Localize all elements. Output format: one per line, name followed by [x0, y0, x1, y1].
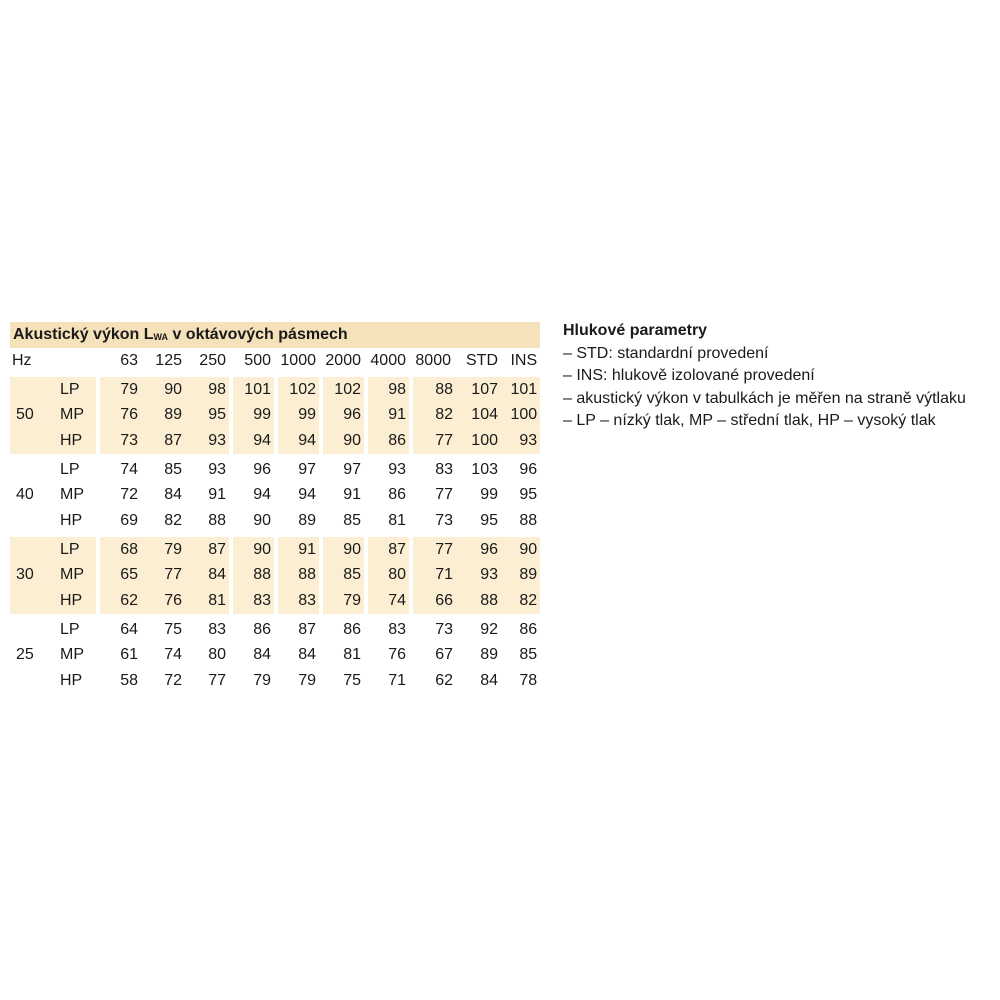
- column-header: STD: [466, 351, 498, 369]
- pressure-label-cell: MP: [52, 563, 98, 589]
- table-row: [10, 668, 540, 694]
- value-cell: 84: [164, 486, 182, 504]
- column-header: 1000: [276, 348, 321, 375]
- value-cell: 62: [98, 588, 141, 615]
- value-cell: 91: [276, 535, 321, 562]
- value-cell: 68: [98, 535, 141, 562]
- value-cell: 86: [366, 482, 411, 508]
- value-cell: 87: [185, 535, 231, 562]
- value-cell: 76: [141, 588, 185, 615]
- value-cell: 102: [321, 375, 366, 402]
- hz-label: Hz: [12, 351, 32, 369]
- column-header: 500: [231, 348, 276, 375]
- value-cell: 101: [501, 375, 540, 402]
- value-cell: 77: [411, 535, 456, 562]
- value-cell: 96: [501, 455, 540, 482]
- value-cell: 88: [456, 588, 501, 615]
- pressure-label-cell: LP: [52, 455, 98, 482]
- value-cell: 61: [120, 646, 138, 664]
- value-cell: 87: [276, 615, 321, 642]
- notes-list-item: – LP – nízký tlak, MP – střední tlak, HP – vysoký tlak: [563, 412, 936, 429]
- pressure-label-cell: HP: [52, 588, 98, 615]
- notes-list-item: – akustický výkon v tabulkách je měřen na straně výtlaku: [563, 389, 966, 407]
- value-cell: 99: [480, 486, 498, 504]
- value-cell: 84: [276, 643, 321, 669]
- value-cell: 81: [366, 508, 411, 535]
- value-cell: 99: [231, 402, 276, 428]
- value-cell: 90: [321, 535, 366, 562]
- notes-list-item: – INS: hlukově izolované provedení: [563, 367, 815, 384]
- pressure-label-cell: MP: [52, 482, 98, 508]
- value-cell: 90: [231, 508, 276, 535]
- value-cell: 100: [456, 428, 501, 455]
- value-cell: 87: [366, 535, 411, 562]
- value-cell: 86: [366, 428, 411, 455]
- value-cell: 81: [185, 588, 231, 615]
- value-cell: 58: [120, 672, 138, 690]
- value-cell: 100: [501, 402, 540, 428]
- speed-cell: [10, 615, 52, 642]
- value-cell: 73: [435, 511, 453, 529]
- value-cell: 96: [321, 402, 366, 428]
- value-cell: 104: [456, 402, 501, 428]
- value-cell: 83: [231, 588, 276, 615]
- speed-cell: 25: [16, 646, 34, 664]
- value-cell: 89: [501, 563, 540, 589]
- value-cell: 94: [231, 482, 276, 508]
- value-cell: 94: [276, 482, 321, 508]
- value-cell: 65: [98, 563, 141, 589]
- value-cell: 95: [480, 511, 498, 529]
- table-row: [10, 375, 540, 402]
- value-cell: 89: [141, 402, 185, 428]
- value-cell: 79: [141, 535, 185, 562]
- table-row: [10, 588, 540, 615]
- value-cell: 91: [185, 482, 231, 508]
- acoustic-power-table: [10, 322, 540, 694]
- value-cell: 79: [231, 668, 276, 694]
- value-cell: 77: [185, 668, 231, 694]
- value-cell: 79: [276, 668, 321, 694]
- speed-cell: [10, 535, 52, 562]
- value-cell: 83: [185, 615, 231, 642]
- value-cell: 96: [231, 455, 276, 482]
- value-cell: 84: [185, 563, 231, 589]
- value-cell: 94: [276, 428, 321, 455]
- value-cell: 89: [480, 646, 498, 664]
- value-cell: 90: [321, 428, 366, 455]
- table-row: [10, 563, 540, 589]
- value-cell: 93: [185, 455, 231, 482]
- value-cell: 82: [164, 511, 182, 529]
- value-cell: 98: [366, 375, 411, 402]
- table-row: [10, 615, 540, 642]
- value-cell: 85: [321, 508, 366, 535]
- value-cell: 80: [366, 563, 411, 589]
- value-cell: 89: [276, 508, 321, 535]
- value-cell: 84: [231, 643, 276, 669]
- value-cell: 95: [185, 402, 231, 428]
- frequency-header-row: [10, 348, 540, 375]
- value-cell: 88: [185, 508, 231, 535]
- value-cell: 85: [519, 646, 538, 664]
- value-cell: 86: [231, 615, 276, 642]
- value-cell: 85: [321, 563, 366, 589]
- value-cell: 94: [231, 428, 276, 455]
- value-cell: 107: [456, 375, 501, 402]
- value-cell: 66: [411, 588, 456, 615]
- table-row: [10, 508, 540, 535]
- table-title: Akustický výkon $L_{WA}$ v oktávových pásmech: [10, 322, 540, 348]
- value-cell: 75: [321, 668, 366, 694]
- speed-cell: [10, 508, 52, 535]
- value-cell: 92: [456, 615, 501, 642]
- value-cell: 103: [456, 455, 501, 482]
- value-cell: 83: [366, 615, 411, 642]
- value-cell: 97: [276, 455, 321, 482]
- table-row: [10, 482, 540, 508]
- value-cell: 84: [480, 672, 498, 690]
- value-cell: 97: [321, 455, 366, 482]
- speed-cell: 40: [16, 486, 34, 504]
- value-cell: 79: [98, 375, 141, 402]
- value-cell: 79: [321, 588, 366, 615]
- notes-list-item: – STD: standardní provedení: [563, 344, 769, 362]
- value-cell: 77: [141, 563, 185, 589]
- value-cell: 73: [98, 428, 141, 455]
- value-cell: 62: [435, 672, 453, 690]
- column-header: 125: [155, 351, 182, 369]
- notes-title: Hlukové parametry: [563, 322, 708, 339]
- pressure-label-cell: LP: [52, 375, 98, 402]
- column-header: 63: [120, 351, 138, 369]
- value-cell: 85: [141, 455, 185, 482]
- value-cell: 90: [501, 535, 540, 562]
- pressure-label-cell: HP: [52, 668, 98, 694]
- table-row: [10, 535, 540, 562]
- table-row: [10, 643, 540, 669]
- value-cell: 67: [435, 646, 453, 664]
- column-header: 250: [185, 348, 231, 375]
- value-cell: 76: [98, 402, 141, 428]
- value-cell: 78: [519, 672, 538, 690]
- value-cell: 74: [366, 588, 411, 615]
- table-row: [10, 455, 540, 482]
- noise-parameters-notes: [563, 320, 993, 433]
- value-cell: 93: [366, 455, 411, 482]
- speed-cell: [10, 428, 52, 455]
- value-cell: 82: [501, 588, 540, 615]
- value-cell: 72: [164, 672, 182, 690]
- column-header: INS: [510, 351, 538, 369]
- value-cell: 73: [411, 615, 456, 642]
- pressure-label-cell: MP: [52, 643, 98, 669]
- value-cell: 86: [501, 615, 540, 642]
- value-cell: 86: [321, 615, 366, 642]
- value-cell: 69: [120, 511, 138, 529]
- value-cell: 77: [411, 428, 456, 455]
- value-cell: 71: [366, 668, 411, 694]
- value-cell: 102: [276, 375, 321, 402]
- value-cell: 64: [98, 615, 141, 642]
- value-cell: 88: [519, 511, 538, 529]
- pressure-label-cell: HP: [52, 508, 98, 535]
- value-cell: 80: [185, 643, 231, 669]
- speed-cell: [10, 455, 52, 482]
- pressure-label-cell: HP: [52, 428, 98, 455]
- value-cell: 76: [366, 643, 411, 669]
- value-cell: 82: [411, 402, 456, 428]
- speed-cell: [10, 668, 52, 694]
- value-cell: 91: [321, 482, 366, 508]
- value-cell: 88: [411, 375, 456, 402]
- speed-cell: [10, 375, 52, 402]
- table-row: [10, 428, 540, 455]
- column-header: 2000: [321, 348, 366, 375]
- value-cell: 74: [98, 455, 141, 482]
- notes-list: [563, 343, 993, 433]
- value-cell: 83: [411, 455, 456, 482]
- value-cell: 75: [141, 615, 185, 642]
- value-cell: 74: [164, 646, 182, 664]
- value-cell: 90: [231, 535, 276, 562]
- speed-cell: 30: [10, 563, 52, 589]
- value-cell: 72: [120, 486, 138, 504]
- value-cell: 83: [276, 588, 321, 615]
- value-cell: 96: [456, 535, 501, 562]
- value-cell: 98: [185, 375, 231, 402]
- value-cell: 90: [141, 375, 185, 402]
- speed-cell: 50: [10, 402, 52, 428]
- value-cell: 77: [435, 486, 453, 504]
- pressure-label-cell: MP: [52, 402, 98, 428]
- table-title-row: [10, 322, 540, 348]
- value-cell: 87: [141, 428, 185, 455]
- value-cell: 71: [411, 563, 456, 589]
- pressure-label-cell: LP: [52, 615, 98, 642]
- value-cell: 88: [276, 563, 321, 589]
- table-body: [10, 375, 540, 694]
- column-header: 8000: [411, 348, 456, 375]
- value-cell: 81: [321, 643, 366, 669]
- value-cell: 101: [231, 375, 276, 402]
- value-cell: 99: [276, 402, 321, 428]
- value-cell: 93: [501, 428, 540, 455]
- value-cell: 93: [185, 428, 231, 455]
- pressure-label-cell: LP: [52, 535, 98, 562]
- table-row: [10, 402, 540, 428]
- value-cell: 95: [519, 486, 538, 504]
- value-cell: 91: [366, 402, 411, 428]
- value-cell: 88: [231, 563, 276, 589]
- value-cell: 93: [456, 563, 501, 589]
- speed-cell: [10, 588, 52, 615]
- column-header: 4000: [366, 348, 411, 375]
